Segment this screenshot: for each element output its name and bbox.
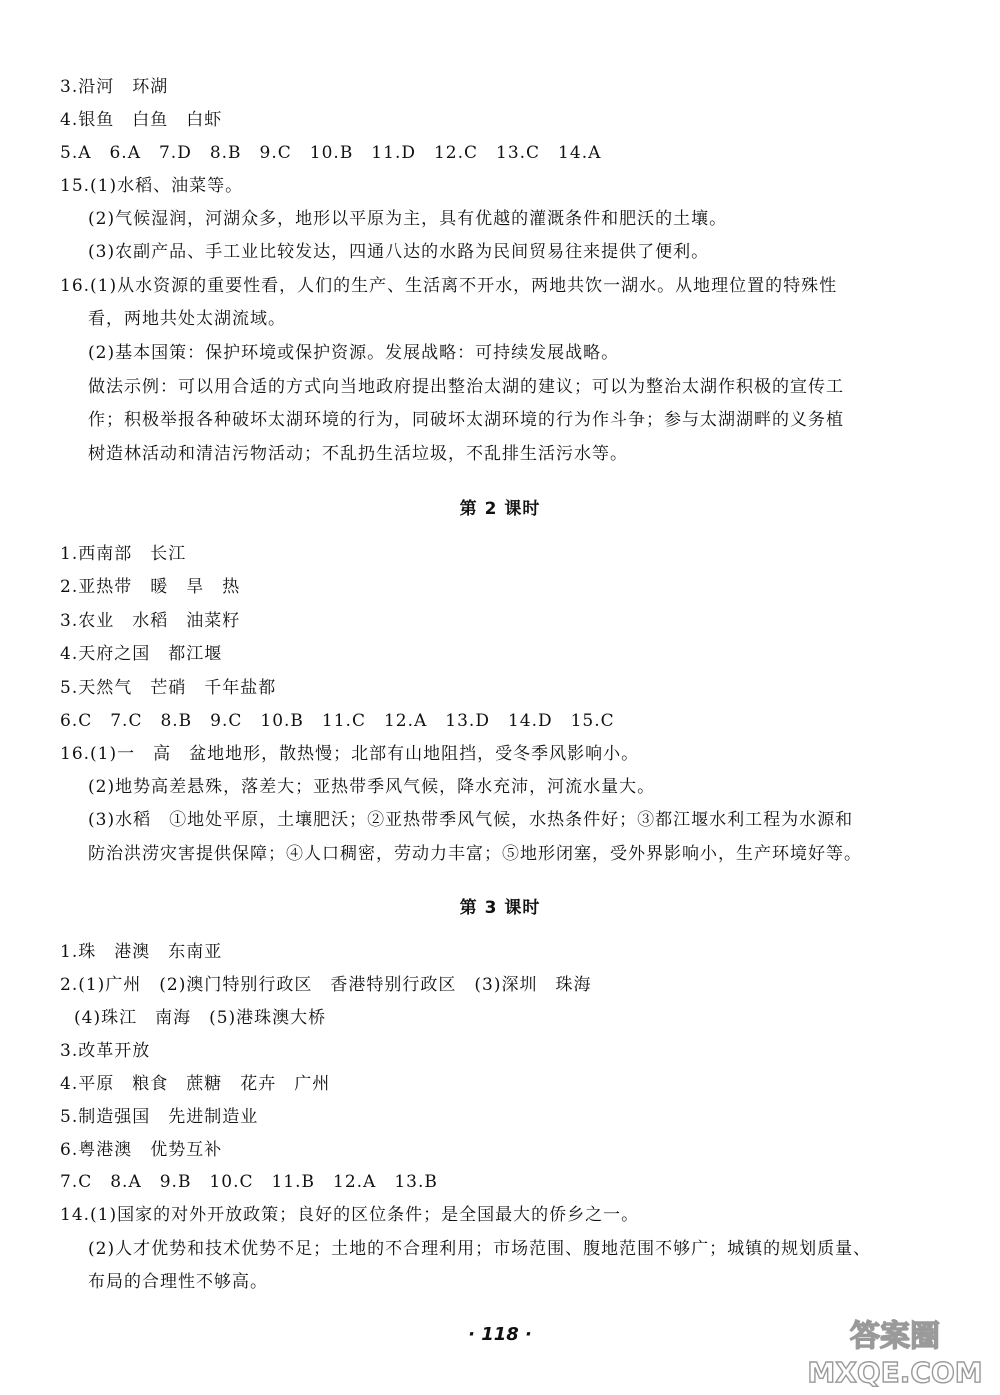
- answer-line: 5.A 6.A 7.D 8.B 9.C 10.B 11.D 12.C 13.C 14.A: [60, 143, 602, 163]
- answer-line: 4.银鱼 白鱼 白虾: [60, 110, 223, 130]
- answer-line: 5.天然气 芒硝 千年盐都: [60, 678, 277, 698]
- answer-line: 3.沿河 环湖: [60, 77, 169, 97]
- answer-line: (4)珠江 南海 (5)港珠澳大桥: [74, 1008, 327, 1028]
- answer-line: 4.平原 粮食 蔗糖 花卉 广州: [60, 1074, 331, 1094]
- answer-line: (2)地势高差悬殊，落差大；亚热带季风气候，降水充沛，河流水量大。: [88, 777, 656, 797]
- answer-line: 6.C 7.C 8.B 9.C 10.B 11.C 12.A 13.D 14.D 15.C: [60, 711, 615, 731]
- answer-line: 3.农业 水稻 油菜籽: [60, 611, 241, 631]
- answer-line: 1.西南部 长江: [60, 544, 187, 564]
- answer-line: 2.亚热带 暖 旱 热: [60, 577, 241, 597]
- answer-line: 3.改革开放: [60, 1041, 151, 1061]
- answer-line: 作；积极举报各种破坏太湖环境的行为，同破坏太湖环境的行为作斗争；参与太湖湖畔的义务植: [88, 410, 844, 430]
- answer-line: 5.制造强国 先进制造业: [60, 1107, 259, 1127]
- answer-line: (2)人才优势和技术优势不足；土地的不合理利用；市场范围、腹地范围不够广；城镇的规划质量、: [88, 1239, 872, 1259]
- answer-line: 16.(1)一 高 盆地地形，散热慢；北部有山地阻挡，受冬季风影响小。: [60, 744, 640, 764]
- answer-line: 4.天府之国 都江堰: [60, 644, 223, 664]
- answer-line: 2.(1)广州 (2)澳门特别行政区 香港特别行政区 (3)深圳 珠海: [60, 975, 592, 995]
- answer-line: 做法示例：可以用合适的方式向当地政府提出整治太湖的建议；可以为整治太湖作积极的宣传工: [88, 377, 844, 397]
- answer-line: 14.(1)国家的对外开放政策；良好的区位条件；是全国最大的侨乡之一。: [60, 1205, 640, 1225]
- section-heading-lesson-3: 第 3 课时: [459, 898, 541, 918]
- answer-line: (3)水稻 ①地处平原，土壤肥沃；②亚热带季风气候，水热条件好；③都江堰水利工程为水源和: [88, 810, 854, 830]
- answer-line: 树造林活动和清洁污物活动；不乱扔生活垃圾，不乱排生活污水等。: [88, 444, 628, 464]
- answer-line: (2)气候湿润，河湖众多，地形以平原为主，具有优越的灌溉条件和肥沃的土壤。: [88, 209, 728, 229]
- watermark-bottom-text: MXQE.COM: [807, 1356, 983, 1388]
- answer-line: (2)基本国策：保护环境或保护资源。发展战略：可持续发展战略。: [88, 343, 620, 363]
- answer-line: (3)农副产品、手工业比较发达，四通八达的水路为民间贸易往来提供了便利。: [88, 242, 710, 262]
- watermark-logo: [805, 1312, 985, 1388]
- watermark-top-text: 答案圈: [850, 1319, 940, 1354]
- answer-line: 看，两地共处太湖流域。: [88, 309, 286, 329]
- answer-line: 防治洪涝灾害提供保障；④人口稠密，劳动力丰富；⑤地形闭塞，受外界影响小，生产环境好等。: [88, 844, 862, 864]
- section-heading-lesson-2: 第 2 课时: [459, 499, 541, 519]
- answer-line: 6.粤港澳 优势互补: [60, 1140, 223, 1160]
- answer-line: 7.C 8.A 9.B 10.C 11.B 12.A 13.B: [60, 1172, 438, 1192]
- page-number: · 118 ·: [468, 1324, 532, 1345]
- answer-line: 16.(1)从水资源的重要性看，人们的生产、生活离不开水，两地共饮一湖水。从地理位置的特殊性: [60, 276, 838, 296]
- answer-line: 1.珠 港澳 东南亚: [60, 942, 223, 962]
- answer-line: 布局的合理性不够高。: [88, 1272, 268, 1292]
- answer-line: 15.(1)水稻、油菜等。: [60, 176, 244, 196]
